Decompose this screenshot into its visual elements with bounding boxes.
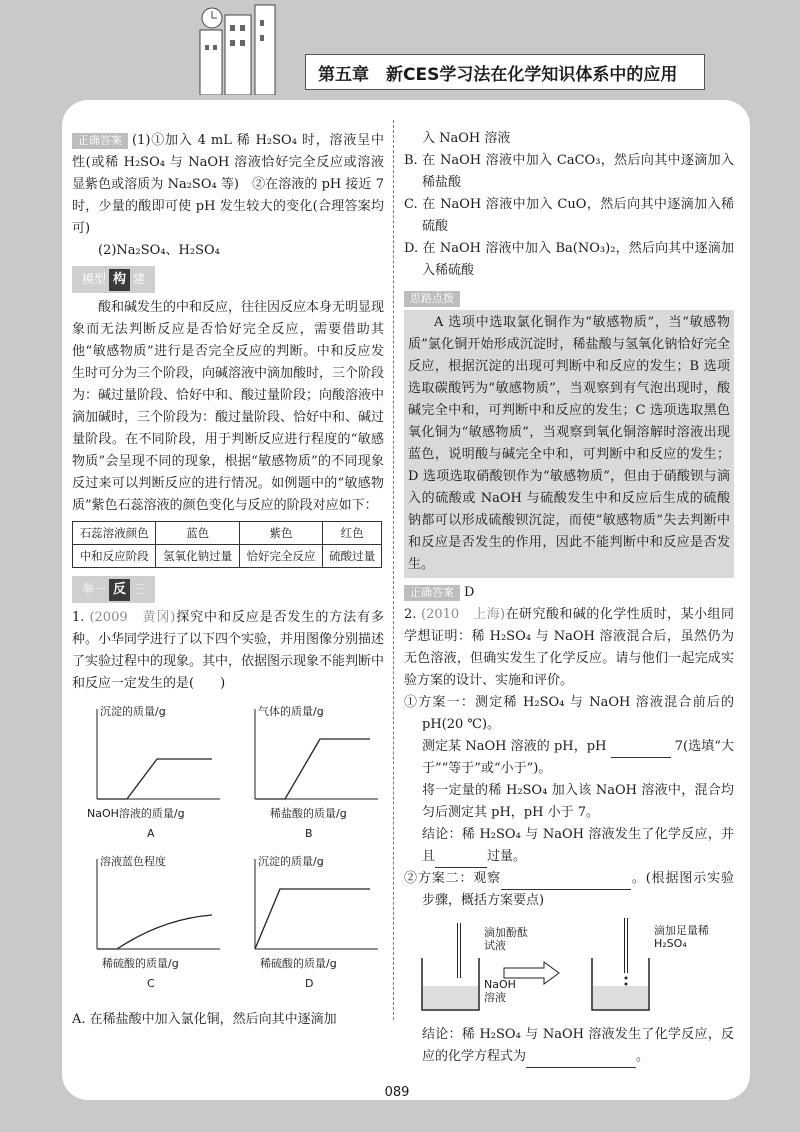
- graph-d-letter: D: [305, 977, 314, 990]
- model-box-right: 建: [133, 272, 146, 286]
- plan-1-conclusion-b: 过量。: [487, 849, 527, 864]
- table-cell: 氢氧化钠过量: [156, 545, 239, 568]
- practice-box-right: 三: [133, 582, 146, 596]
- plan-2-a: ②方案二：观察: [404, 871, 502, 886]
- graph-a-ylabel: 沉淀的质量/g: [100, 705, 166, 718]
- hint-header: [404, 288, 734, 310]
- answer-value: D: [464, 585, 475, 600]
- model-build-box: [72, 266, 155, 293]
- chapter-header: [305, 54, 705, 90]
- question-1-text: 探究中和反应是否发生的方法有多种。小华同学进行了以下四个实验，并用图像分别描述了实验过程中的现象。其中，依据图示现象不能判断中和反应一定发生的是( ): [72, 610, 385, 691]
- graph-d: [230, 849, 380, 994]
- graph-c-ylabel: 溶液蓝色程度: [100, 855, 166, 868]
- observe-blank[interactable]: [501, 875, 631, 890]
- table-row: [73, 545, 382, 568]
- practice-box-left: 举一: [82, 582, 107, 596]
- graph-b-letter: B: [305, 827, 313, 840]
- option-a: A. 在稀盐酸中加入氯化铜，然后向其中逐滴加: [72, 1012, 337, 1027]
- plan-1-step-1-b: 7(选填“大于”“等于”或“小于”)。: [422, 739, 734, 776]
- plan-1-step-2: 将一定量的稀 H₂SO₄ 加入该 NaOH 溶液中，混合均匀后测定其 pH，pH 小于 7。: [422, 783, 734, 820]
- practice-box-char: 反: [109, 579, 130, 601]
- answer-tag-2: 正确答案: [404, 585, 460, 601]
- table-cell: 恰好完全反应: [239, 545, 322, 568]
- table-cell: 硫酸过量: [323, 545, 382, 568]
- answer-tag: 正确答案: [72, 133, 128, 149]
- plan-1-intro: ①方案一：测定稀 H₂SO₄ 与 NaOH 溶液混合前后的 pH(20 ℃)。: [404, 695, 734, 732]
- question-2: [404, 604, 734, 692]
- plan-2-conclusion: [404, 1024, 734, 1068]
- graph-d-xlabel: 稀硫酸的质量/g: [260, 957, 337, 970]
- model-box-left: 模型: [82, 272, 107, 286]
- litmus-table: [72, 521, 382, 568]
- answer-text-1: (1)①加入 4 mL 稀 H₂SO₄ 时，溶液呈中性(或稀 H₂SO₄ 与 NaOH 溶液恰好完全反应或溶液显紫色或溶质为 Na₂SO₄ 等) ②在溶液的 pH 接近 7 时，少量的酸即可使 pH 发生较大的变化(合理答案均可): [72, 133, 384, 236]
- option-d: D. 在 NaOH 溶液中加入 Ba(NO₃)₂，然后向其中逐滴加入稀硫酸: [404, 241, 734, 278]
- practice-box: [72, 576, 155, 603]
- question-1: [72, 607, 384, 695]
- graph-b-xlabel: 稀盐酸的质量/g: [270, 807, 347, 820]
- apparatus-label-naoh: NaOH溶液: [484, 978, 516, 1004]
- graph-c: [72, 849, 222, 994]
- option-c: C. 在 NaOH 溶液中加入 CuO，然后向其中逐滴加入稀硫酸: [404, 197, 734, 234]
- graphs-grid: [72, 699, 382, 1009]
- ph-blank[interactable]: [611, 743, 671, 758]
- graph-c-letter: C: [147, 977, 155, 990]
- graph-b: [230, 699, 380, 844]
- answer-paragraph-1: [72, 130, 384, 240]
- model-box-char: 构: [109, 269, 130, 291]
- page-number: 089: [384, 1085, 410, 1100]
- left-column: [72, 130, 384, 1031]
- question-2-text: 在研究酸和碱的化学性质时，某小组同学想证明：稀 H₂SO₄ 与 NaOH 溶液混合后，虽然仍为无色溶液，但确实发生了化学反应。请与他们一起完成实验方案的设计、实施和评价。: [404, 607, 734, 688]
- graph-a-xlabel: NaOH溶液的质量/g: [87, 807, 185, 820]
- answer-paragraph-2: (2)Na₂SO₄、H₂SO₄: [98, 243, 220, 258]
- table-cell: 紫色: [239, 522, 322, 545]
- plan-2-conclusion-b: 。: [636, 1049, 650, 1064]
- plan-2-b: 。(根据图示实验步骤，概括方案要点): [422, 871, 734, 908]
- buildings-illustration: [180, 0, 310, 95]
- table-cell: 中和反应阶段: [73, 545, 156, 568]
- graph-a: [72, 699, 222, 844]
- graph-d-ylabel: 沉淀的质量/g: [258, 855, 324, 868]
- plan-1-conclusion-a: 结论：稀 H₂SO₄ 与 NaOH 溶液发生了化学反应，并且: [422, 827, 734, 864]
- question-2-number: 2.: [404, 607, 417, 622]
- plan-1-conclusion: [404, 824, 734, 868]
- hint-tag: 思路点拨: [404, 291, 460, 307]
- answer-line: [404, 582, 734, 604]
- option-a-continued: 入 NaOH 溶液: [422, 131, 511, 146]
- table-cell: 石蕊溶液颜色: [73, 522, 156, 545]
- graph-c-xlabel: 稀硫酸的质量/g: [102, 957, 179, 970]
- model-text: 酸和碱发生的中和反应，往往因反应本身无明显现象而无法判断反应是否恰好完全反应，需要借助其他“敏感物质”进行是否完全反应的判断。中和反应发生时可分为三个阶段，向碱溶液中滴加酸时，三个阶段为：碱过量阶段、恰好中和、酸过量阶段；向酸溶液中滴加碱时，三个阶段为：酸过量阶段、恰好中和、碱过量阶段。在不同阶段，用于判断反应进行程度的“敏感物质”会呈现不同的现象，根据“敏感物质”的不同现象反过来可以判断反应的进行情况。如例题中的“敏感物质”紫色石蕊溶液的颜色变化与反应的阶段对应如下：: [72, 300, 385, 513]
- graph-b-ylabel: 气体的质量/g: [258, 705, 324, 718]
- chapter-title: 第五章 新CES学习法在化学知识体系中的应用: [318, 64, 678, 85]
- table-cell: 红色: [323, 522, 382, 545]
- question-1-number: 1.: [72, 610, 85, 625]
- column-divider: [393, 120, 394, 1020]
- plan-2-conclusion-a: 结论：稀 H₂SO₄ 与 NaOH 溶液发生了化学反应，反应的化学方程式为: [422, 1027, 734, 1064]
- question-2-source: (2010 上海): [421, 607, 506, 622]
- hint-text: A 选项中选取氯化铜作为“敏感物质”，当“敏感物质”氯化铜开始形成沉淀时，稀盐酸与氢氧化钠恰好完全反应，根据沉淀的出现可判断中和反应的发生；B 选项选取碳酸钙为“敏感物质”，当观察到有气泡出现时，酸碱完全中和，可判断中和反应的发生；C 选项选取黑色氧化铜为“敏感物质”，当观察到氧化铜溶解时溶液出现蓝色，说明酸与碱完全中和，可判断中和反应的发生；D 选项选取硝酸钡作为“敏感物质”，但由于硝酸钡与滴入的硫酸或 NaOH 与硫酸发生中和反应后生成的硫酸钠都可以形成硫酸钡沉淀，而使“敏感物质”失去判断中和反应是否发生的作用，因此不能判断中和反应是否发生。: [404, 310, 734, 578]
- table-row: [73, 522, 382, 545]
- plan-1-step-1: [404, 736, 734, 780]
- apparatus-diagram: [404, 918, 734, 1018]
- plan-2: [404, 868, 734, 912]
- graph-a-letter: A: [147, 827, 155, 840]
- excess-blank[interactable]: [435, 853, 487, 868]
- apparatus-label-sulfuric: 滴加足量稀H₂SO₄: [654, 924, 709, 950]
- question-1-source: (2009 黄冈): [89, 610, 176, 625]
- table-cell: 蓝色: [156, 522, 239, 545]
- plan-1-step-1-a: 测定某 NaOH 溶液的 pH，pH: [422, 739, 607, 754]
- apparatus-label-phenolphthalein: 滴加酚酞试液: [484, 926, 528, 952]
- equation-blank[interactable]: [526, 1053, 636, 1068]
- right-column: [404, 128, 734, 1068]
- option-b: B. 在 NaOH 溶液中加入 CaCO₃，然后向其中逐滴加入稀盐酸: [404, 153, 734, 190]
